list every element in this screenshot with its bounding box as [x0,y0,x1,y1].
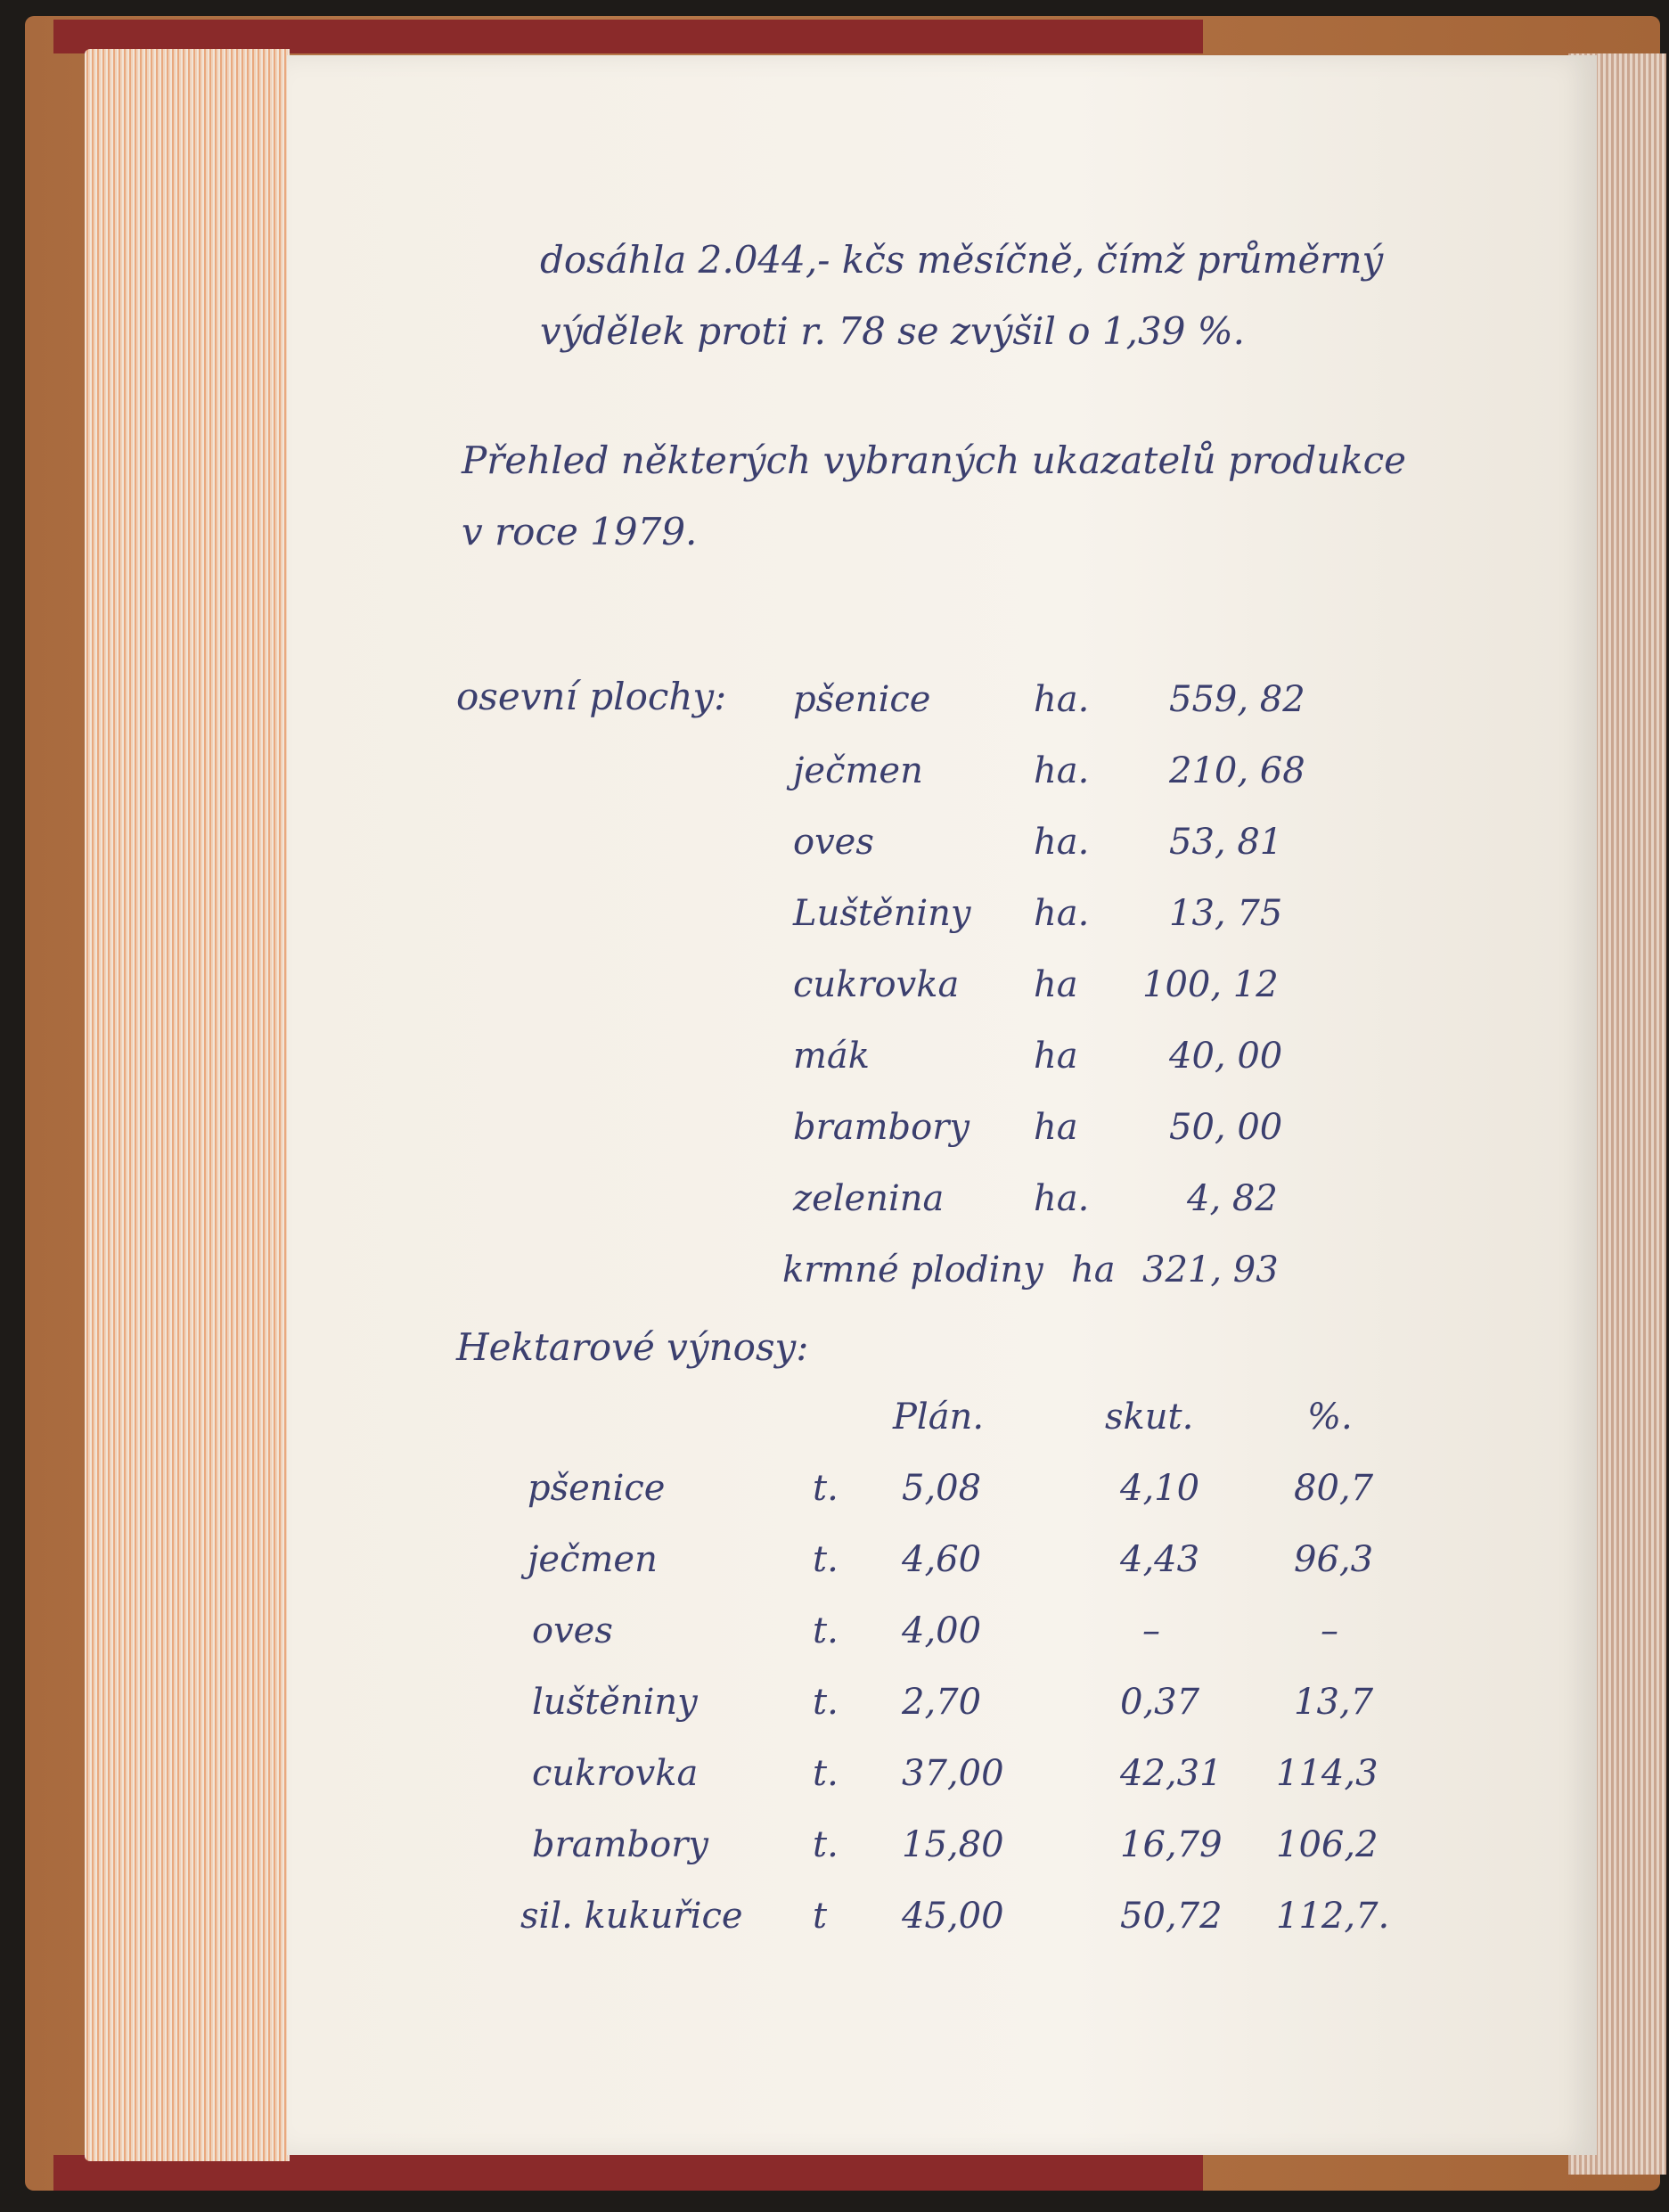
crop-name: oves [532,1610,613,1651]
plan-value: 5,08 [902,1468,982,1509]
percent-value: 80,7 [1294,1468,1374,1509]
unit: t. [813,1610,839,1651]
unit: ha. [1034,750,1090,791]
plan-value: 45,00 [902,1896,1004,1937]
unit: t. [813,1468,839,1509]
intro-line-3: Přehled některých vybraných ukazatelů produkce [462,438,1407,482]
unit: t. [813,1682,839,1723]
unit: ha. [1034,1178,1090,1219]
unit: t [813,1896,828,1937]
column-header-percent: %. [1307,1397,1353,1438]
crop-name: ječmen [793,750,923,791]
crop-name: pšenice [528,1468,666,1509]
sown-areas-heading: osevní plochy: [456,675,727,718]
crop-name: luštěniny [532,1682,698,1723]
percent-value: 114,3 [1276,1753,1379,1794]
actual-value: 0,37 [1120,1682,1200,1723]
crop-name: brambory [793,1107,969,1148]
area-value: 100, 12 [1142,964,1279,1005]
area-value: 13, 75 [1169,893,1283,934]
crop-name: oves [793,822,874,863]
book-page [287,55,1597,2155]
area-value: 321, 93 [1142,1249,1279,1290]
area-value: 40, 00 [1169,1036,1283,1077]
percent-value: 13,7 [1294,1682,1374,1723]
crop-name: Luštěniny [793,893,971,934]
plan-value: 37,00 [902,1753,1004,1794]
crop-name: ječmen [528,1539,658,1580]
unit: t. [813,1824,839,1865]
unit: ha [1034,964,1078,1005]
percent-value: 106,2 [1276,1824,1379,1865]
unit: ha [1034,1107,1078,1148]
crop-name: brambory [532,1824,708,1865]
percent-value: 96,3 [1294,1539,1374,1580]
column-header-actual: skut. [1105,1397,1194,1438]
crop-name: zelenina [793,1178,945,1219]
actual-value: 50,72 [1120,1896,1223,1937]
unit: ha [1071,1249,1116,1290]
area-value: 559, 82 [1169,679,1305,720]
unit: ha. [1034,822,1090,863]
crop-name: cukrovka [532,1753,699,1794]
actual-value: 4,43 [1120,1539,1200,1580]
area-value: 210, 68 [1169,750,1305,791]
crop-name: mák [793,1036,871,1077]
unit: ha [1034,1036,1078,1077]
unit: ha. [1034,893,1090,934]
crop-name: pšenice [793,679,931,720]
plan-value: 15,80 [902,1824,1004,1865]
unit: t. [813,1753,839,1794]
actual-value: 42,31 [1120,1753,1223,1794]
area-value: 53, 81 [1169,822,1283,863]
actual-value: 16,79 [1120,1824,1223,1865]
area-value: 4, 82 [1187,1178,1278,1219]
yields-heading: Hektarové výnosy: [456,1325,809,1369]
percent-value: 112,7. [1276,1896,1390,1937]
crop-name: krmné plodiny [782,1249,1043,1290]
percent-value: – [1321,1610,1338,1651]
unit: ha. [1034,679,1090,720]
plan-value: 4,60 [902,1539,982,1580]
plan-value: 4,00 [902,1610,982,1651]
column-header-plan: Plán. [893,1397,985,1438]
actual-value: 4,10 [1120,1468,1200,1509]
crop-name: sil. kukuřice [520,1896,743,1937]
actual-value: – [1142,1610,1160,1651]
unit: t. [813,1539,839,1580]
intro-line-2: výdělek proti r. 78 se zvýšil o 1,39 %. [540,309,1246,353]
intro-line-4: v roce 1979. [462,510,698,553]
area-value: 50, 00 [1169,1107,1283,1148]
intro-line-1: dosáhla 2.044,- kčs měsíčně, čímž průměrný [540,238,1384,282]
plan-value: 2,70 [902,1682,982,1723]
page-stack-edges [85,49,290,2161]
crop-name: cukrovka [793,964,960,1005]
